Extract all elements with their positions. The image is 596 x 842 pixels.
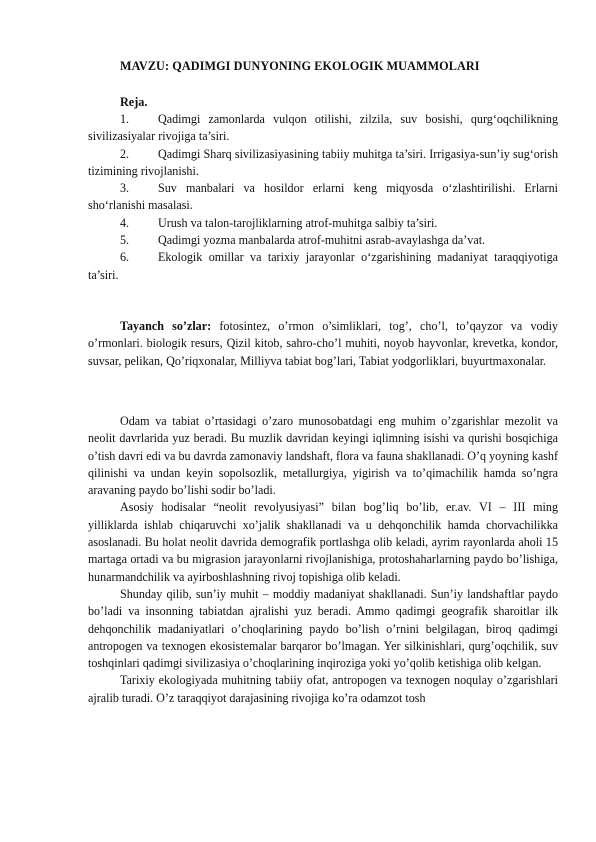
plan-item-number: 6. [120,250,130,265]
plan-item-text: Urush va talon-tarojliklarning atrof-muhitga salbiy ta’siri. [158,215,438,230]
keywords-text: fotosintez, o’rmon o’simliklari, tog’, cho’l, to’qayzor va vodiy o’rmonlari. biologik resurs, Qizil kitob, sahro-cho’l muhiti, noyob hayvonlar, krevetka, kondor, suvsar, pelikan, Qo’riqxonalar, Milliyva tabiat bog’lari, Tabiat yodgorliklari, buyurtmaxonalar. [88,319,559,368]
plan-item [88,215,558,232]
plan-item-text: Suv manbalari va hosildor erlarni keng miqyosda o‘zlashtirilishi. Erlarni sho‘rlanishi masalasi. [88,181,558,213]
plan-item-text: Ekologik omillar va tarixiy jarayonlar o‘zgarishining madaniyat taraqqiyotiga ta’siri. [88,250,558,282]
plan-item-text: Qadimgi Sharq sivilizasiyasining tabiiy muhitga ta’siri. Irrigasiya-sun’iy sug‘orish tizimining rivojlanishi. [88,146,558,178]
document-title: MAVZU: QADIMGI DUNYONING EKOLOGIK MUAMMOLARI [120,59,480,73]
body-paragraph: Odam va tabiat o’rtasidagi o’zaro munosobatdagi eng muhim o’zgarishlar mezolit va neolit davrlarida yuz beradi. Bu muzlik davridan keyingi iqlimning isishi va qurishi bosqichiga o’tish davri edi va bu davrda zamonaviy landshaft, flora va fauna shakllanadi. O’q yoyning kashf qilinishi va undan keyin sopolsozlik, metallurgiya, yigirish va to’qimachilik hamda so’ngra aravaning paydo bo’lishi sodir bo’ladi. [88,414,558,498]
plan-item-number: 1. [120,112,130,126]
keywords-section [88,318,558,370]
plan-item [88,146,558,181]
plan-item-text: Qadimgi zamonlarda vulqon otilishi, zilzila, suv bosishi, qurg‘oqchilikning sivilizasiyalar rivojiga ta’siri. [88,112,558,144]
keywords-label: Tayanch so’zlar: [120,319,212,333]
body-section [88,413,558,707]
plan-list [88,111,558,284]
body-paragraph: Asosiy hodisalar “neolit revolyusiyasi” bilan bog’liq bo’lib, er.av. VI – III ming yilliklarda ishlab chiqaruvchi xo’jalik shakllanadi va u dehqonchilik hamda chorvachilikka asoslanadi. Bu holat neolit davrida demografik portlashga olib keladi, ayrim rayonlarda aholi 15 martaga ortadi va bu migrasion jarayonlarni rivojlanishiga, protoshaharlarning paydo bo’lishiga, hunarmandchilik va ayirboshlashning rivoj topishiga olib keladi. [88,500,558,584]
body-paragraph: Tarixiy ekologiyada muhitning tabiiy ofat, antropogen va texnogen noqulay o’zgarishlari ajralib turadi. O’z taraqqiyot darajasining rivojiga ko’ra odamzot tosh [88,673,558,705]
body-paragraph: Shunday qilib, sun’iy muhit – moddiy madaniyat shakllanadi. Sun’iy landshaftlar paydo bo’ladi va insonning tabiatdan ajralishi yuz beradi. Ammo qadimgi geografik sharoitlar ilk dehqonchilik madaniyatlari o’choqlarining paydo bo’lish o’rnini belgilagan, biroq qadimgi antropogen va texnogen ekosistemalar barqaror bo’lmagan. Yer silkinishlari, qurg’oqchilik, suv toshqinlari qadimgi sivilizasiya o’choqlarining inqiroziga yoki yo’qolib ketishiga olib kelgan. [88,586,558,671]
plan-heading: Reja. [120,95,148,109]
plan-item [88,111,558,146]
plan-item [88,249,558,284]
keywords-paragraph [88,318,558,370]
plan-item-number: 5. [120,233,130,248]
plan-item [88,180,558,215]
plan-item-text: Qadimgi yozma manbalarda atrof-muhitni asrab-avaylashga da’vat. [158,233,486,248]
plan-item [88,232,558,249]
plan-item-number: 4. [120,215,130,230]
plan-item-number: 2. [120,146,130,161]
plan-item-number: 3. [120,181,130,196]
